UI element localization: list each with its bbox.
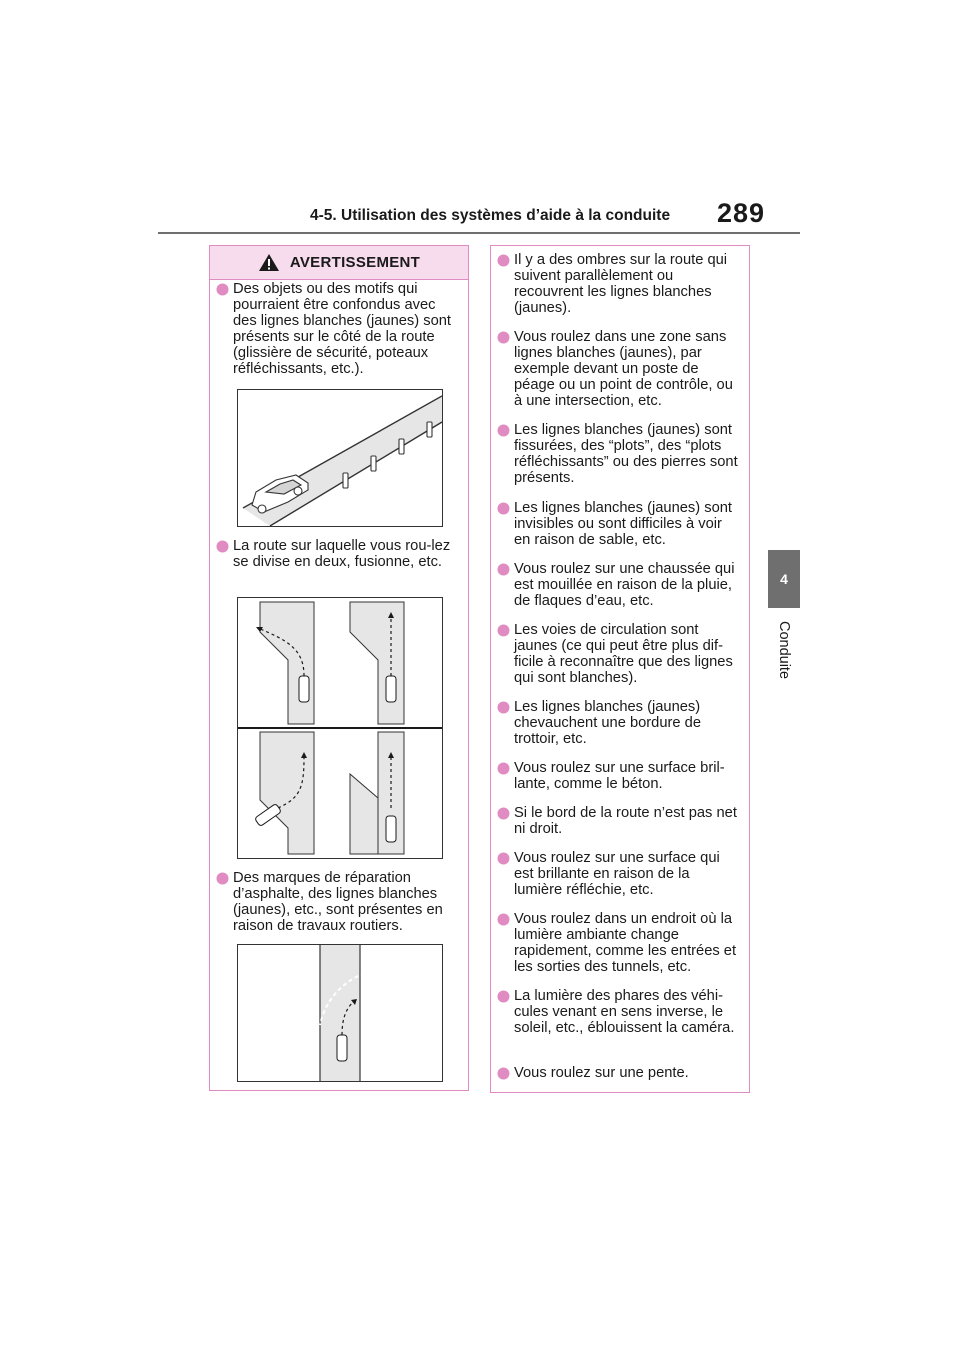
condition-item-text: Les lignes blanches (jaunes) sont fissurées, des “plots”, des “plots réfléchissants” ou des pierres sont présents. <box>514 422 738 486</box>
condition-item <box>497 252 741 316</box>
condition-item-text: Vous roulez sur une pente. <box>514 1065 689 1081</box>
bullet-icon <box>497 254 510 267</box>
condition-item <box>497 805 741 837</box>
warning-item-text: La route sur laquelle vous rou-lez se divise en deux, fusionne, etc. <box>233 538 451 570</box>
chapter-tab <box>768 550 800 608</box>
condition-item-text: La lumière des phares des véhi-cules venant en sens inverse, le soleil, etc., éblouissent la caméra. <box>514 988 735 1036</box>
condition-item-text: Les lignes blanches (jaunes) chevauchent une bordure de trottoir, etc. <box>514 699 702 747</box>
warning-item <box>216 870 460 934</box>
header-divider <box>158 232 800 234</box>
warning-header <box>210 246 468 280</box>
road-repair-marks-illustration <box>237 944 443 1082</box>
condition-item <box>497 561 741 609</box>
chapter-number: 4 <box>780 571 788 587</box>
condition-item <box>497 699 741 747</box>
bullet-icon <box>497 807 510 820</box>
bullet-icon <box>497 701 510 714</box>
warning-box <box>209 245 469 1091</box>
chapter-label: Conduite <box>775 620 792 680</box>
conditions-box <box>490 245 750 1093</box>
condition-item <box>497 329 741 409</box>
page-number: 289 <box>717 198 766 228</box>
bullet-icon <box>497 762 510 775</box>
bullet-icon <box>497 563 510 576</box>
bullet-icon <box>497 913 510 926</box>
condition-item <box>497 988 741 1036</box>
condition-item-text: Vous roulez dans un endroit où la lumière ambiante change rapidement, comme les entrées et les sorties des tunnels, etc. <box>514 911 737 975</box>
section-title: 4-5. Utilisation des systèmes d’aide à la conduite <box>310 207 671 224</box>
bullet-icon <box>497 331 510 344</box>
bullet-icon <box>216 872 229 885</box>
condition-item <box>497 760 741 792</box>
condition-item <box>497 850 741 898</box>
warning-item <box>216 538 460 570</box>
warning-item-text: Des marques de réparation d’asphalte, des lignes blanches (jaunes), etc., sont présentes en raison de travaux routiers. <box>233 870 443 934</box>
bullet-icon <box>497 424 510 437</box>
warning-title: AVERTISSEMENT <box>289 254 421 271</box>
condition-item-text: Vous roulez sur une chaussée qui est mouillée en raison de la pluie, de flaques d’eau, etc. <box>514 561 735 609</box>
chapter-label-container <box>752 618 816 682</box>
road-posts-illustration <box>237 389 443 527</box>
condition-item <box>497 911 741 975</box>
condition-item-text: Il y a des ombres sur la route qui suivent parallèlement ou recouvrent les lignes blanches (jaunes). <box>514 252 728 316</box>
condition-item <box>497 1065 741 1081</box>
bullet-icon <box>497 1067 510 1080</box>
condition-item-text: Vous roulez sur une surface qui est brillante en raison de la lumière réfléchie, etc. <box>514 850 720 898</box>
road-split-merge-illustration <box>237 597 443 859</box>
condition-item-text: Les lignes blanches (jaunes) sont invisibles ou sont difficiles à voir en raison de sable, etc. <box>514 500 732 548</box>
bullet-icon <box>216 283 229 296</box>
condition-item <box>497 500 741 548</box>
condition-item <box>497 622 741 686</box>
condition-item-text: Vous roulez sur une surface bril-lante, comme le béton. <box>514 760 725 792</box>
bullet-icon <box>216 540 229 553</box>
condition-item-text: Vous roulez dans une zone sans lignes blanches (jaunes), par exemple devant un poste de péage ou un point de contrôle, ou à une intersection, etc. <box>514 329 733 409</box>
condition-item <box>497 422 741 486</box>
bullet-icon <box>497 990 510 1003</box>
warning-triangle-icon <box>258 253 280 272</box>
bullet-icon <box>497 502 510 515</box>
warning-item-text: Des objets ou des motifs qui pourraient être confondus avec des lignes blanches (jaunes) sont présents sur le côté de la route (glissière de sécurité, poteaux réfléchissants, etc.). <box>233 281 451 377</box>
warning-item <box>216 281 460 377</box>
condition-item-text: Si le bord de la route n’est pas net ni droit. <box>514 805 737 837</box>
bullet-icon <box>497 624 510 637</box>
bullet-icon <box>497 852 510 865</box>
condition-item-text: Les voies de circulation sont jaunes (ce qui peut être plus dif-ficile à reconnaître que des lignes qui sont blanches). <box>514 622 733 686</box>
